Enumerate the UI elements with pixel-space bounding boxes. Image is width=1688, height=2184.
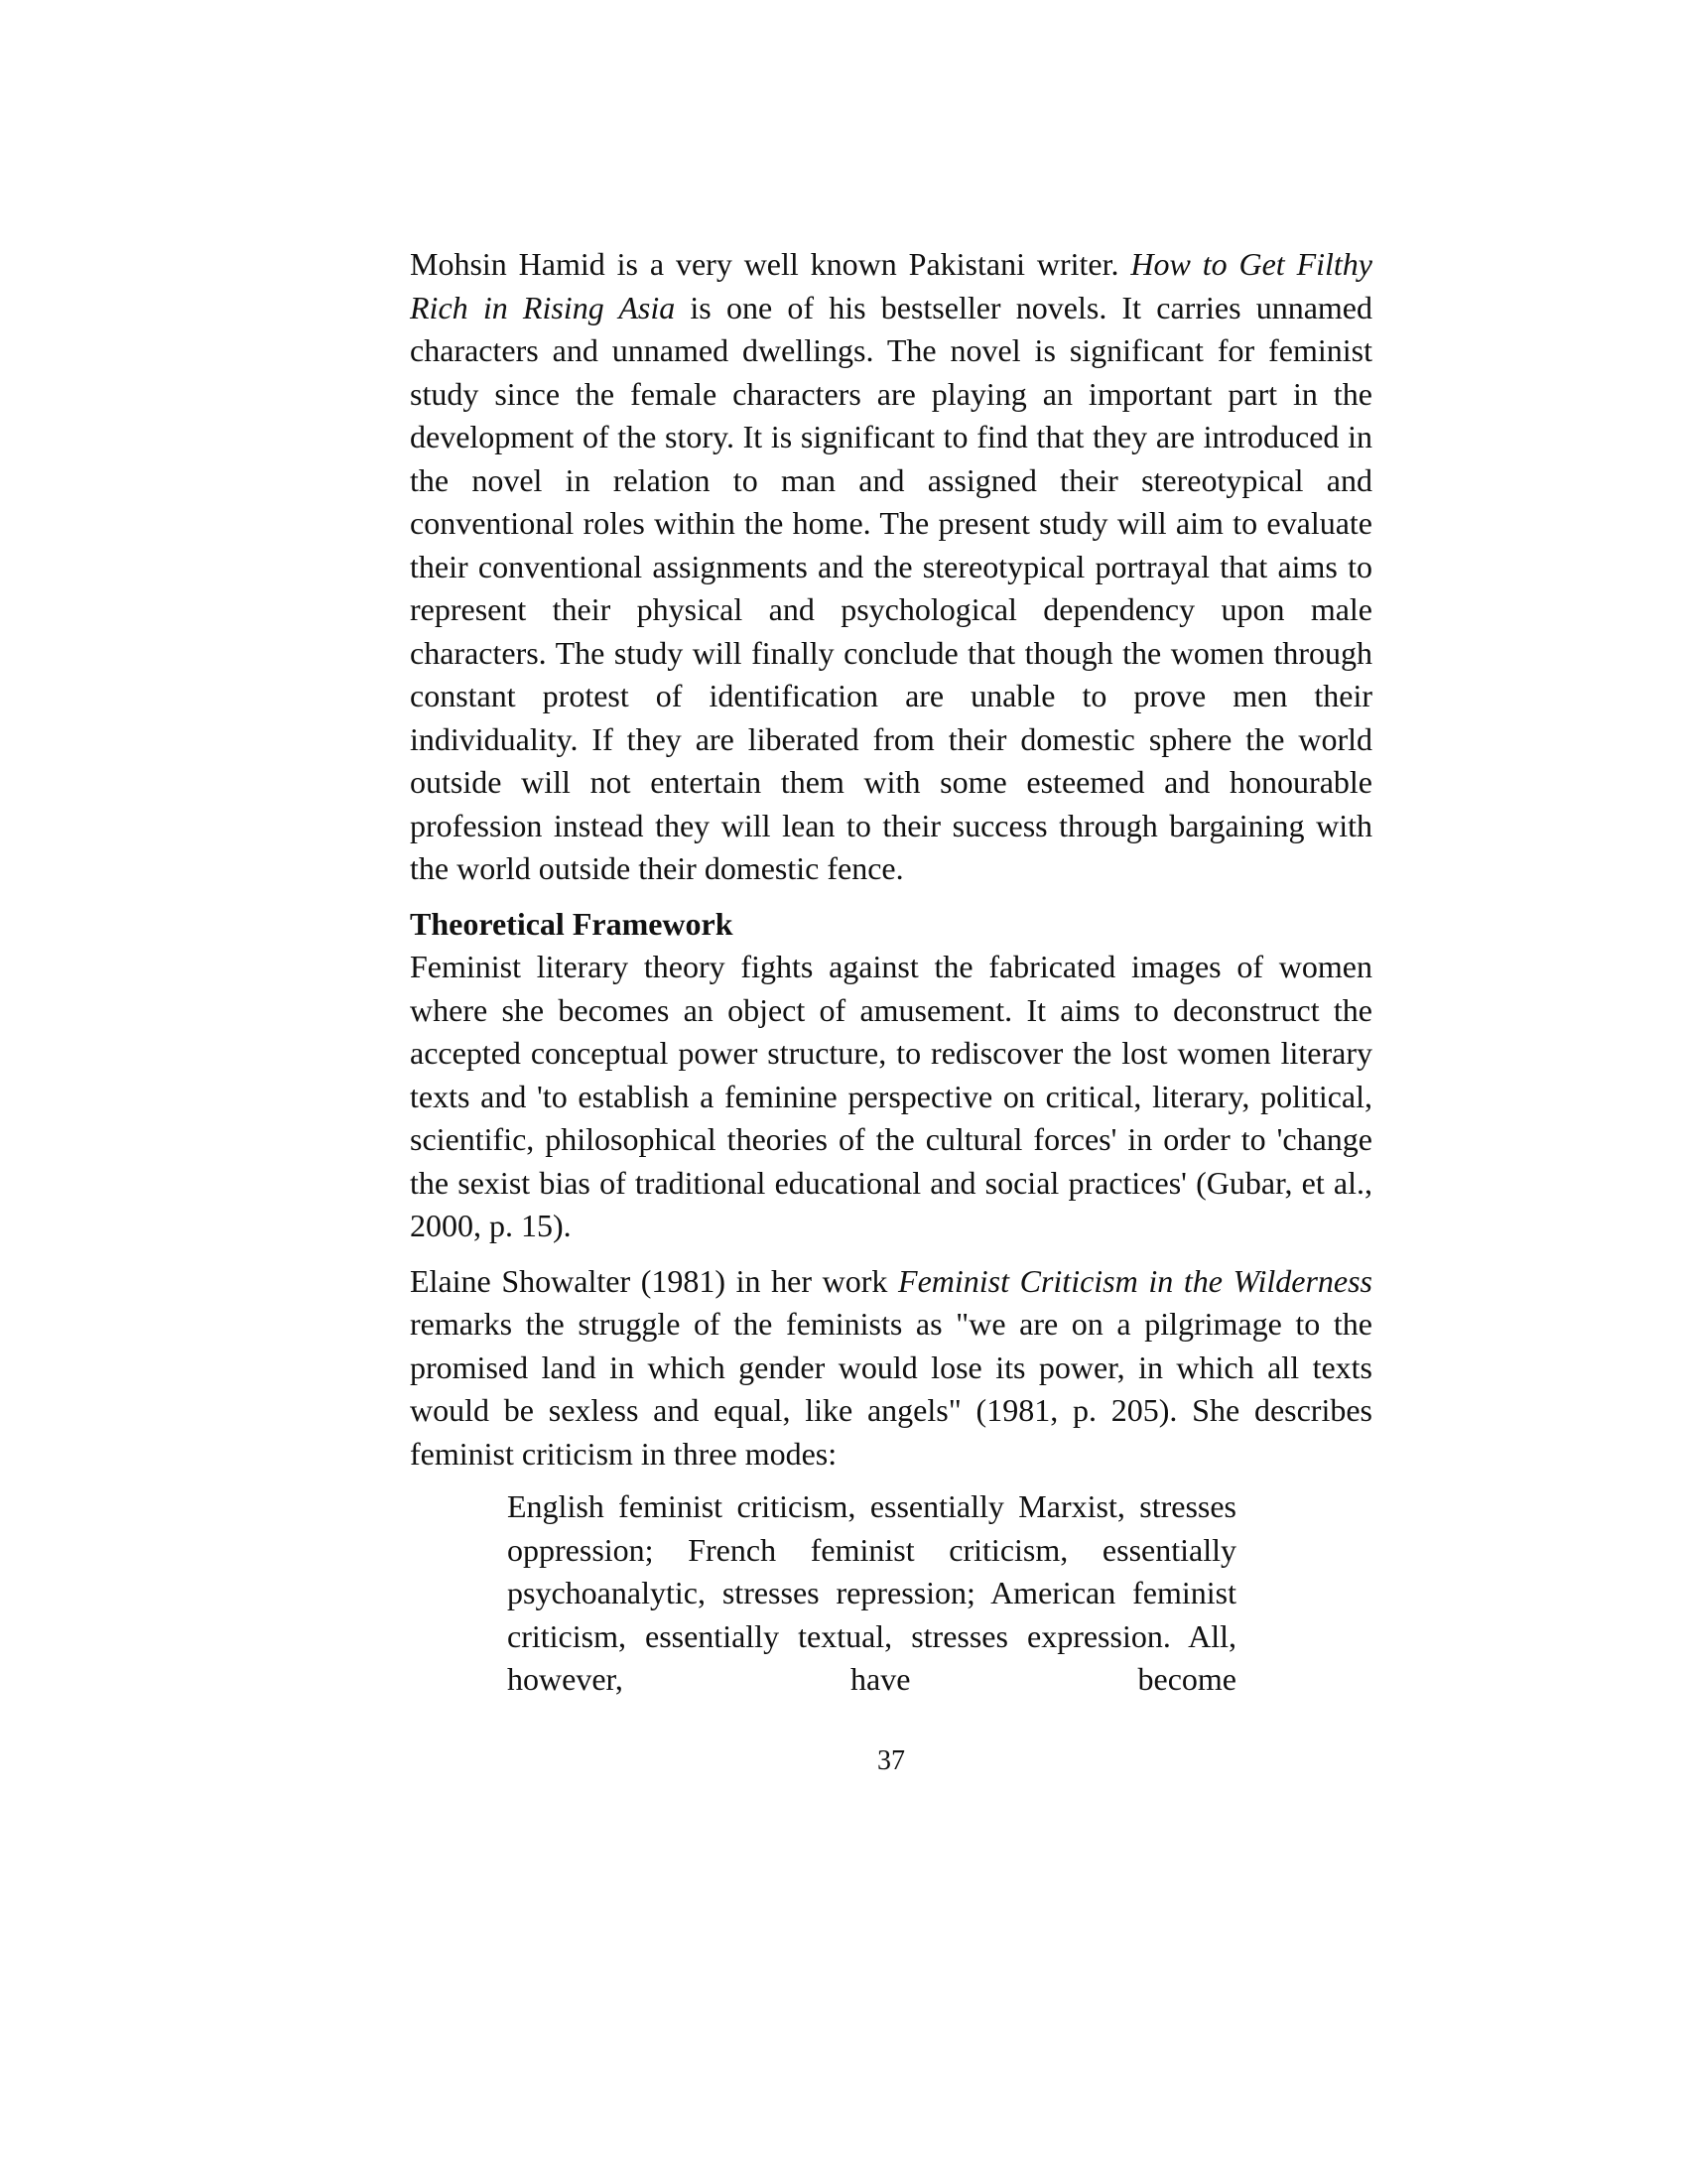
section-heading: Theoretical Framework xyxy=(410,905,733,942)
paragraph-theory: Feminist literary theory fights against the fabricated images of women where she becomes an object of amusement. It aims to deconstruct the accepted conceptual power structure, to rediscover the lost women literary texts and 'to establish a feminine perspective on critical, literary, political, scientific, philosophical theories of the cultural forces' in order to 'change the sexist bias of traditional educational and social practices' (Gubar, et al., 2000, p. 15). xyxy=(410,949,1372,1243)
block-quote: English feminist criticism, essentially Marxist, stresses oppression; French feminist criticism, essentially psychoanalytic, stresses repression; American feminist criticism, essentially textual, stresses expression. All, however, have become xyxy=(507,1488,1236,1697)
novel-title: How to Get Filthy Rich in Rising Asia xyxy=(410,246,1373,325)
paragraph-intro xyxy=(410,243,1372,891)
paragraph-intro-start: Mohsin Hamid is a very well known Pakistani writer. xyxy=(410,246,1131,282)
work-title: Feminist Criticism in the Wilderness xyxy=(898,1262,1373,1299)
paragraph-showalter xyxy=(410,1260,1372,1477)
paragraph-intro-rest: is one of his bestseller novels. It carries unnamed characters and unnamed dwellings. The novel is significant for feminist study since the female characters are playing an important part in the development of the story. It is significant to find that they are introduced in the novel in relation to man and assigned their stereotypical and conventional roles within the home. The present study will aim to evaluate their conventional assignments and the stereotypical portrayal that aims to represent their physical and psychological dependency upon male characters. The study will finally conclude that though the women through constant protest of identification are unable to prove men their individuality. If they are liberated from their domestic sphere the world outside will not entertain them with some esteemed and honourable profession instead they will lean to their success through bargaining with the world outside their domestic fence. xyxy=(410,289,1373,886)
body-text xyxy=(410,243,1372,1702)
page-number: 37 xyxy=(877,1745,905,1776)
paragraph-showalter-rest: remarks the struggle of the feminists as "we are on a pilgrimage to the promised land in which gender would lose its power, in which all texts would be sexless and equal, like angels" (1981, p. 205). She describes feminist criticism in three modes: xyxy=(410,1306,1372,1472)
paragraph-showalter-start: Elaine Showalter (1981) in her work xyxy=(410,1262,899,1299)
